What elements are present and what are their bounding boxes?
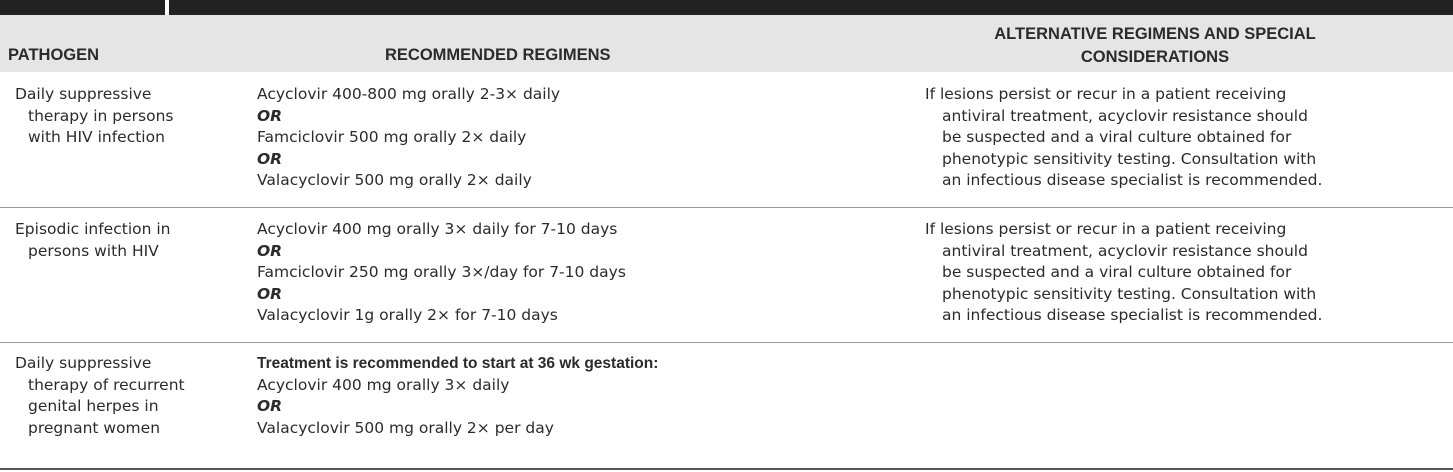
pathogen-line: Daily suppressive (15, 85, 152, 103)
alternative-line: phenotypic sensitivity testing. Consultation with (942, 284, 1317, 303)
regimen-note: Treatment is recommended to start at 36 wk gestation: (257, 355, 659, 372)
regimen-line: Famciclovir 500 mg orally 2× daily (257, 128, 527, 146)
top-bar-divider (165, 0, 169, 15)
or-separator: OR (257, 106, 283, 125)
pathogen-line: pregnant women (28, 418, 161, 437)
regimen-line: Famciclovir 250 mg orally 3×/day for 7-10 days (257, 263, 626, 281)
alternative-cell (925, 219, 1425, 327)
alternative-line: phenotypic sensitivity testing. Consultation with (942, 149, 1317, 168)
table-row (0, 72, 1453, 207)
top-bar (0, 0, 1453, 15)
alternative-line: be suspected and a viral culture obtained for (942, 263, 1292, 281)
table-row (0, 342, 1453, 468)
regimens-cell (257, 84, 817, 192)
regimen-line: Valacyclovir 500 mg orally 2× daily (257, 171, 532, 189)
or-separator: OR (257, 149, 283, 168)
alternative-line: If lesions persist or recur in a patient receiving (925, 220, 1287, 238)
pathogen-line: Episodic infection in (15, 220, 171, 238)
or-separator: OR (257, 284, 283, 303)
regimen-line: Valacyclovir 1g orally 2× for 7-10 days (257, 306, 558, 324)
regimen-line: Acyclovir 400 mg orally 3× daily for 7-10 days (257, 220, 618, 238)
alternative-line: an infectious disease specialist is recommended. (942, 171, 1323, 189)
regimens-cell (257, 353, 817, 439)
regimens-cell (257, 219, 817, 327)
alternative-line: antiviral treatment, acyclovir resistance should (942, 241, 1308, 260)
regimen-line: Valacyclovir 500 mg orally 2× per day (257, 418, 554, 437)
header-alternative-regimens: ALTERNATIVE REGIMENS AND SPECIAL CONSIDERATIONS (994, 25, 1316, 66)
pathogen-line: therapy in persons (28, 106, 174, 125)
table-row (0, 207, 1453, 342)
pathogen-line: Daily suppressive (15, 354, 152, 372)
header-recommended-regimens: RECOMMENDED REGIMENS (385, 46, 611, 64)
alternative-line: antiviral treatment, acyclovir resistance should (942, 106, 1308, 125)
alternative-line: be suspected and a viral culture obtained for (942, 128, 1292, 146)
pathogen-line: persons with HIV (28, 241, 159, 260)
pathogen-cell (15, 84, 240, 149)
pathogen-line: genital herpes in (28, 397, 159, 415)
alternative-line: If lesions persist or recur in a patient receiving (925, 85, 1287, 103)
regimen-line: Acyclovir 400-800 mg orally 2-3× daily (257, 85, 561, 103)
alternative-line: an infectious disease specialist is recommended. (942, 306, 1323, 324)
regimen-line: Acyclovir 400 mg orally 3× daily (257, 375, 510, 394)
pathogen-line: therapy of recurrent (28, 375, 185, 394)
pathogen-cell (15, 219, 240, 262)
pathogen-line: with HIV infection (28, 128, 165, 146)
alternative-cell (925, 84, 1425, 192)
or-separator: OR (257, 397, 283, 415)
header-pathogen: PATHOGEN (8, 46, 100, 64)
or-separator: OR (257, 241, 283, 260)
row-divider (0, 468, 1453, 470)
pathogen-cell (15, 353, 240, 439)
